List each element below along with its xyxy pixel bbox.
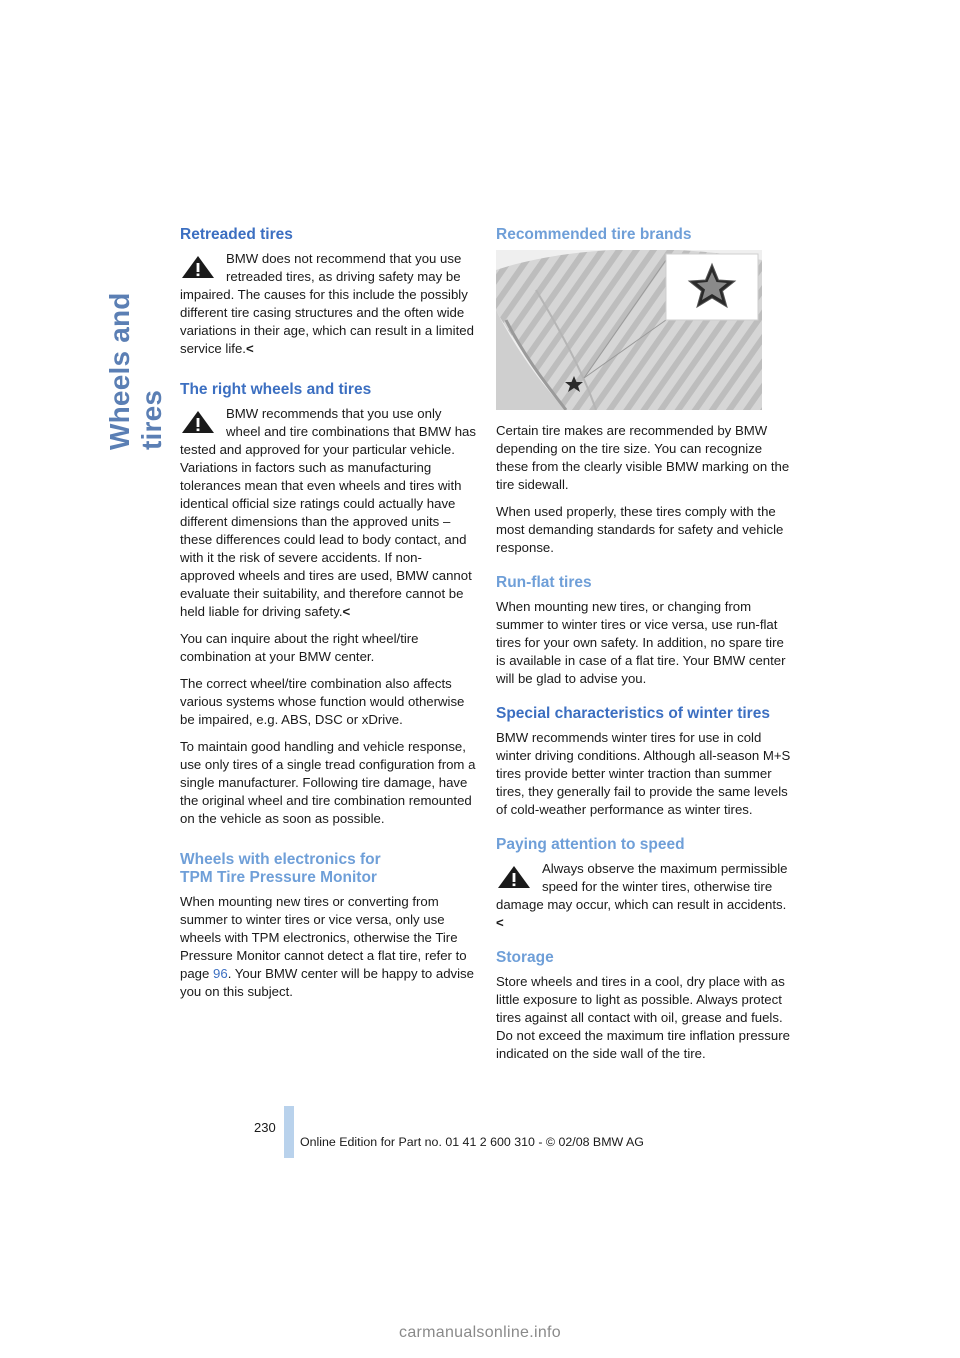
paragraph-tpm (180, 893, 476, 1001)
paragraph-recommended-1: Certain tire makes are recommended by BMW depending on the tire size. You can recognize these from the clearly visible BMW marking on the tire sidewall. (496, 423, 790, 492)
heading-speed: Paying attention to speed (496, 836, 685, 853)
warning-triangle-icon (180, 409, 216, 435)
tpm-text-after: . Your BMW center will be happy to advise you on this subject. (180, 966, 474, 999)
chapter-title-text: Wheels and tires (104, 292, 167, 450)
paragraph-recommended-2: When used properly, these tires comply with the most demanding standards for safety and vehicle response. (496, 504, 784, 555)
chapter-side-title (104, 230, 167, 450)
warning-speed-text: Always observe the maximum permissible speed for the winter tires, otherwise tire damage may occur, which can result in accidents. (496, 861, 788, 912)
left-column (180, 226, 476, 1010)
end-mark: < (245, 341, 254, 356)
warning-triangle-icon (496, 864, 532, 890)
heading-recommended-brands: Recommended tire brands (496, 226, 692, 243)
end-mark: < (342, 604, 351, 619)
end-mark: < (496, 915, 504, 930)
heading-storage: Storage (496, 949, 554, 966)
heading-winter-tires: Special characteristics of winter tires (496, 705, 770, 722)
tire-sidewall-illustration (496, 250, 762, 410)
heading-tpm (180, 851, 476, 887)
page-number: 230 (254, 1120, 276, 1135)
paragraph-systems: The correct wheel/tire combination also affects various systems whose function would otherwise be impaired, e.g. ABS, DSC or xDrive. (180, 676, 465, 727)
warning-right-wheels-text: BMW recommends that you use only wheel and tire combinations that BMW has tested and approved for your particular vehicle. Variations in factors such as manufacturing tolerances mean that even wheels and tires with identical official size ratings could actually have different dimensions than the approved units – these differences could lead to body contact, and with it the risk of severe accidents. If non-approved wheels and tires are used, BMW cannot evaluate their suitability, and therefore cannot be held liable for driving safety. (180, 406, 476, 619)
warning-right-wheels (180, 405, 476, 621)
heading-tpm-line1: Wheels with electronics for (180, 851, 381, 868)
paragraph-inquire: You can inquire about the right wheel/tire combination at your BMW center. (180, 631, 419, 664)
warning-triangle-icon (180, 254, 216, 280)
watermark: carmanualsonline.info (399, 1324, 561, 1341)
warning-speed (496, 860, 792, 932)
heading-tpm-line2: TPM Tire Pressure Monitor (180, 869, 377, 886)
paragraph-run-flat: When mounting new tires, or changing from summer to winter tires or vice versa, use run-flat tires for your own safety. In addition, no spare tire is available in case of a flat tire. Your BMW center will be glad to advise you. (496, 599, 786, 686)
footer-accent-bar (284, 1106, 294, 1158)
paragraph-winter: BMW recommends winter tires for use in cold winter driving conditions. Although all-season M+S tires provide better winter traction than summer tires, they generally fail to provide the same levels of cold-weather performance as winter tires. (496, 730, 791, 817)
paragraph-handling: To maintain good handling and vehicle response, use only tires of a single tread configuration from a single manufacturer. Following tire damage, have the original wheel and tire combination remounted on the vehicle as soon as possible. (180, 739, 476, 826)
warning-retreaded-text: BMW does not recommend that you use retreaded tires, as driving safety may be impaired. The causes for this include the possibly different tire casing structures and the often wide variations in their age, which can result in a limited service life. (180, 251, 474, 356)
right-column (496, 226, 792, 1072)
page-reference-link[interactable]: 96 (213, 966, 228, 981)
heading-retreaded-tires: Retreaded tires (180, 226, 293, 243)
paragraph-storage: Store wheels and tires in a cool, dry place with as little exposure to light as possible. Always protect tires against all contact with oil, grease and fuels. Do not exceed the maximum tire inflation pressure indicated on the side wall of the tire. (496, 974, 790, 1061)
warning-retreaded (180, 250, 476, 358)
edition-footer: Online Edition for Part no. 01 41 2 600 310 - © 02/08 BMW AG (300, 1135, 644, 1149)
heading-right-wheels: The right wheels and tires (180, 381, 372, 398)
tire-star-marking-image (496, 250, 762, 410)
tpm-text-before: When mounting new tires or converting from summer to winter tires or vice versa, only use wheels with TPM electronics, otherwise the Tire Pressure Monitor cannot detect a flat tire, refer to page (180, 894, 467, 981)
heading-run-flat: Run-flat tires (496, 574, 592, 591)
